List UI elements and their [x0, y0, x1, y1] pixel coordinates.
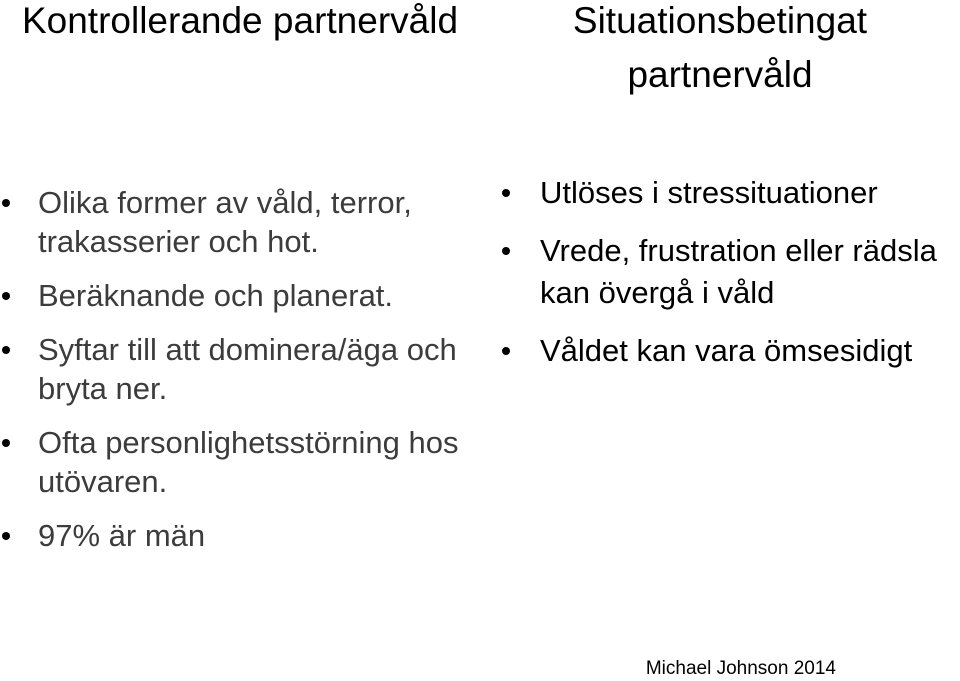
right-column-title: Situationsbetingat partnervåld: [572, 0, 868, 95]
bullet-text: Våldet kan vara ömsesidigt: [540, 333, 913, 368]
right-bullet-item: [500, 330, 960, 372]
bullet-dot-icon: [2, 439, 10, 447]
bullet-dot-icon: [2, 292, 10, 300]
bullet-text: 97% är män: [38, 518, 206, 553]
bullet-text: Syftar till att dominera/äga och bryta ner.: [38, 332, 457, 406]
left-bullet-list: [0, 183, 470, 570]
left-bullet-item: [0, 423, 470, 501]
bullet-text: Ofta personlighetsstörning hos utövaren.: [38, 425, 459, 499]
bullet-dot-icon: [2, 346, 10, 354]
bullet-dot-icon: [2, 532, 10, 540]
author-credit: Michael Johnson 2014: [645, 658, 836, 679]
right-bullet-item: [500, 172, 960, 214]
right-bullet-list: [500, 172, 960, 388]
bullet-text: Beräknande och planerat.: [38, 278, 394, 313]
left-bullet-item: [0, 516, 470, 555]
bullet-text: Olika former av våld, terror, trakasserier och hot.: [38, 185, 412, 259]
left-column-title: Kontrollerande partnervåld: [21, 0, 459, 41]
left-bullet-item: [0, 330, 470, 408]
bullet-text: Utlöses i stressituationer: [540, 175, 878, 210]
bullet-dot-icon: [502, 189, 510, 197]
bullet-dot-icon: [2, 199, 10, 207]
bullet-dot-icon: [502, 347, 510, 355]
bullet-dot-icon: [502, 247, 510, 255]
left-bullet-item: [0, 276, 470, 315]
right-bullet-item: [500, 230, 960, 314]
left-bullet-item: [0, 183, 470, 261]
bullet-text: Vrede, frustration eller rädsla kan övergå i våld: [540, 233, 937, 310]
